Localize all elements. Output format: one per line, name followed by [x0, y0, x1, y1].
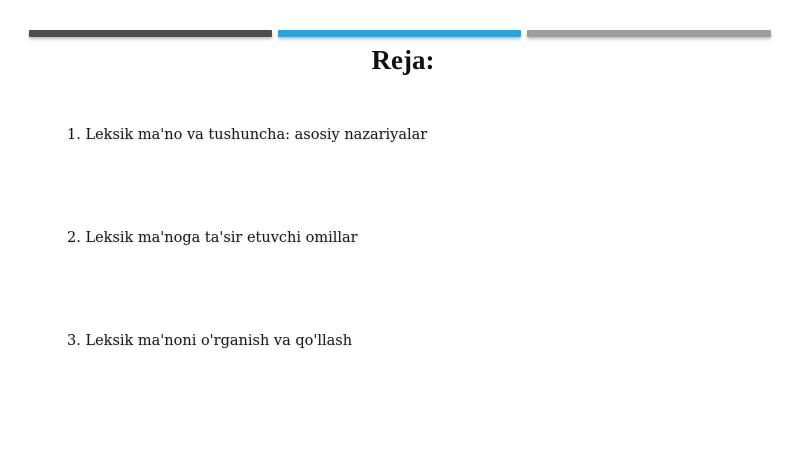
- header-bars: [29, 30, 771, 38]
- slide-title: Reja:: [371, 45, 435, 75]
- plan-item: 3. Leksik ma'noni o'rganish va qo'llash: [67, 333, 353, 349]
- plan-item: 1. Leksik ma'no va tushuncha: asosiy nazariyalar: [67, 127, 428, 143]
- header-bar-dark: [29, 30, 272, 37]
- plan-item: 2. Leksik ma'noga ta'sir etuvchi omillar: [67, 230, 358, 246]
- header-bar-gray: [527, 30, 771, 37]
- header-bar-blue: [278, 30, 521, 37]
